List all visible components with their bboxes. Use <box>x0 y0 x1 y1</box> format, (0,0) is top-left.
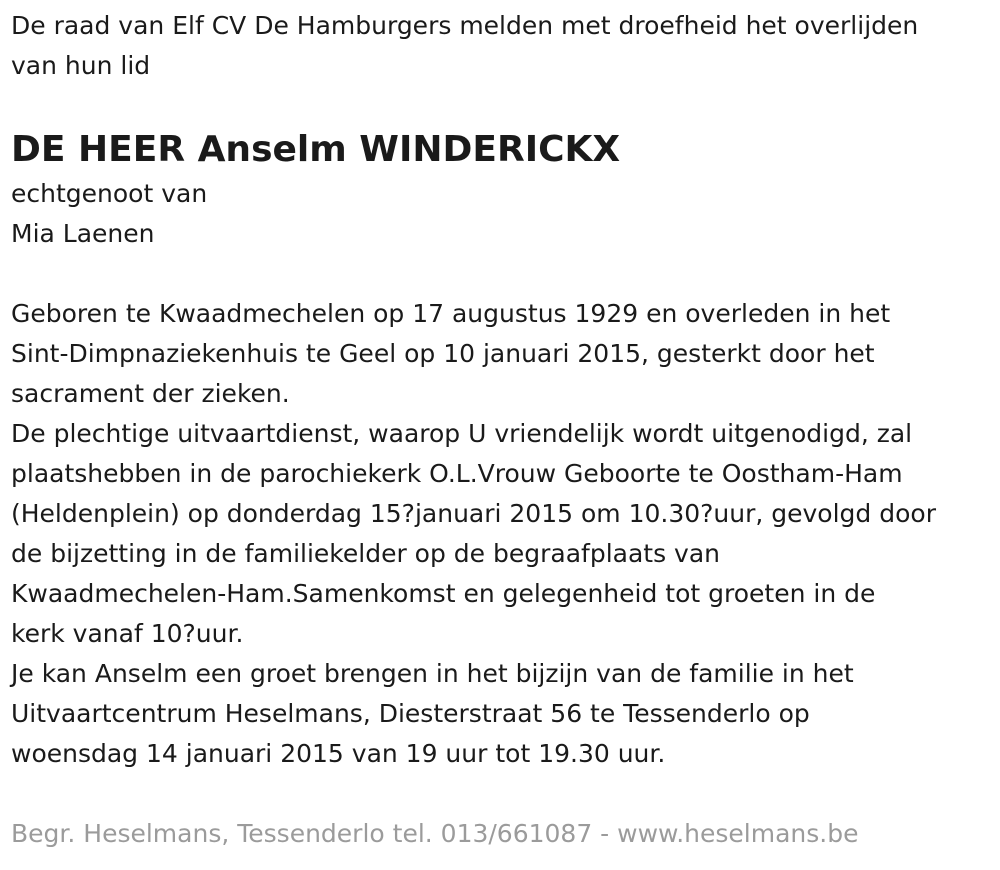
funeral-service-paragraph <box>11 414 991 654</box>
spouse-info <box>11 174 991 254</box>
deceased-name: DE HEER Anselm WINDERICKX <box>11 129 621 170</box>
text-line: sacrament der zieken. <box>11 379 290 408</box>
spouse-name: Mia Laenen <box>11 219 155 248</box>
visitation-paragraph <box>11 654 991 774</box>
text-line: Je kan Anselm een groet brengen in het bijzijn van de familie in het <box>11 659 854 688</box>
text-line: Kwaadmechelen-Ham.Samenkomst en gelegenheid tot groeten in de <box>11 579 876 608</box>
intro-text <box>11 6 991 86</box>
intro-line: van hun lid <box>11 51 151 80</box>
spouse-label: echtgenoot van <box>11 179 208 208</box>
notice-body <box>11 294 991 774</box>
text-line: Geboren te Kwaadmechelen op 17 augustus 1929 en overleden in het <box>11 299 891 328</box>
text-line: plaatshebben in de parochiekerk O.L.Vrouw Geboorte te Oostham-Ham <box>11 459 903 488</box>
text-line: woensdag 14 januari 2015 van 19 uur tot 19.30 uur. <box>11 739 666 768</box>
text-line: kerk vanaf 10?uur. <box>11 619 244 648</box>
text-line: (Heldenplein) op donderdag 15?januari 2015 om 10.30?uur, gevolgd door <box>11 499 936 528</box>
text-line: De plechtige uitvaartdienst, waarop U vriendelijk wordt uitgenodigd, zal <box>11 419 913 448</box>
text-line: Sint-Dimpnaziekenhuis te Geel op 10 januari 2015, gesterkt door het <box>11 339 875 368</box>
intro-line: De raad van Elf CV De Hamburgers melden met droefheid het overlijden <box>11 11 919 40</box>
birth-death-paragraph <box>11 294 991 414</box>
text-line: Uitvaartcentrum Heselmans, Diesterstraat 56 te Tessenderlo op <box>11 699 810 728</box>
funeral-home-footer: Begr. Heselmans, Tessenderlo tel. 013/661087 - www.heselmans.be <box>11 819 859 848</box>
death-notice <box>11 6 991 774</box>
text-line: de bijzetting in de familiekelder op de begraafplaats van <box>11 539 721 568</box>
